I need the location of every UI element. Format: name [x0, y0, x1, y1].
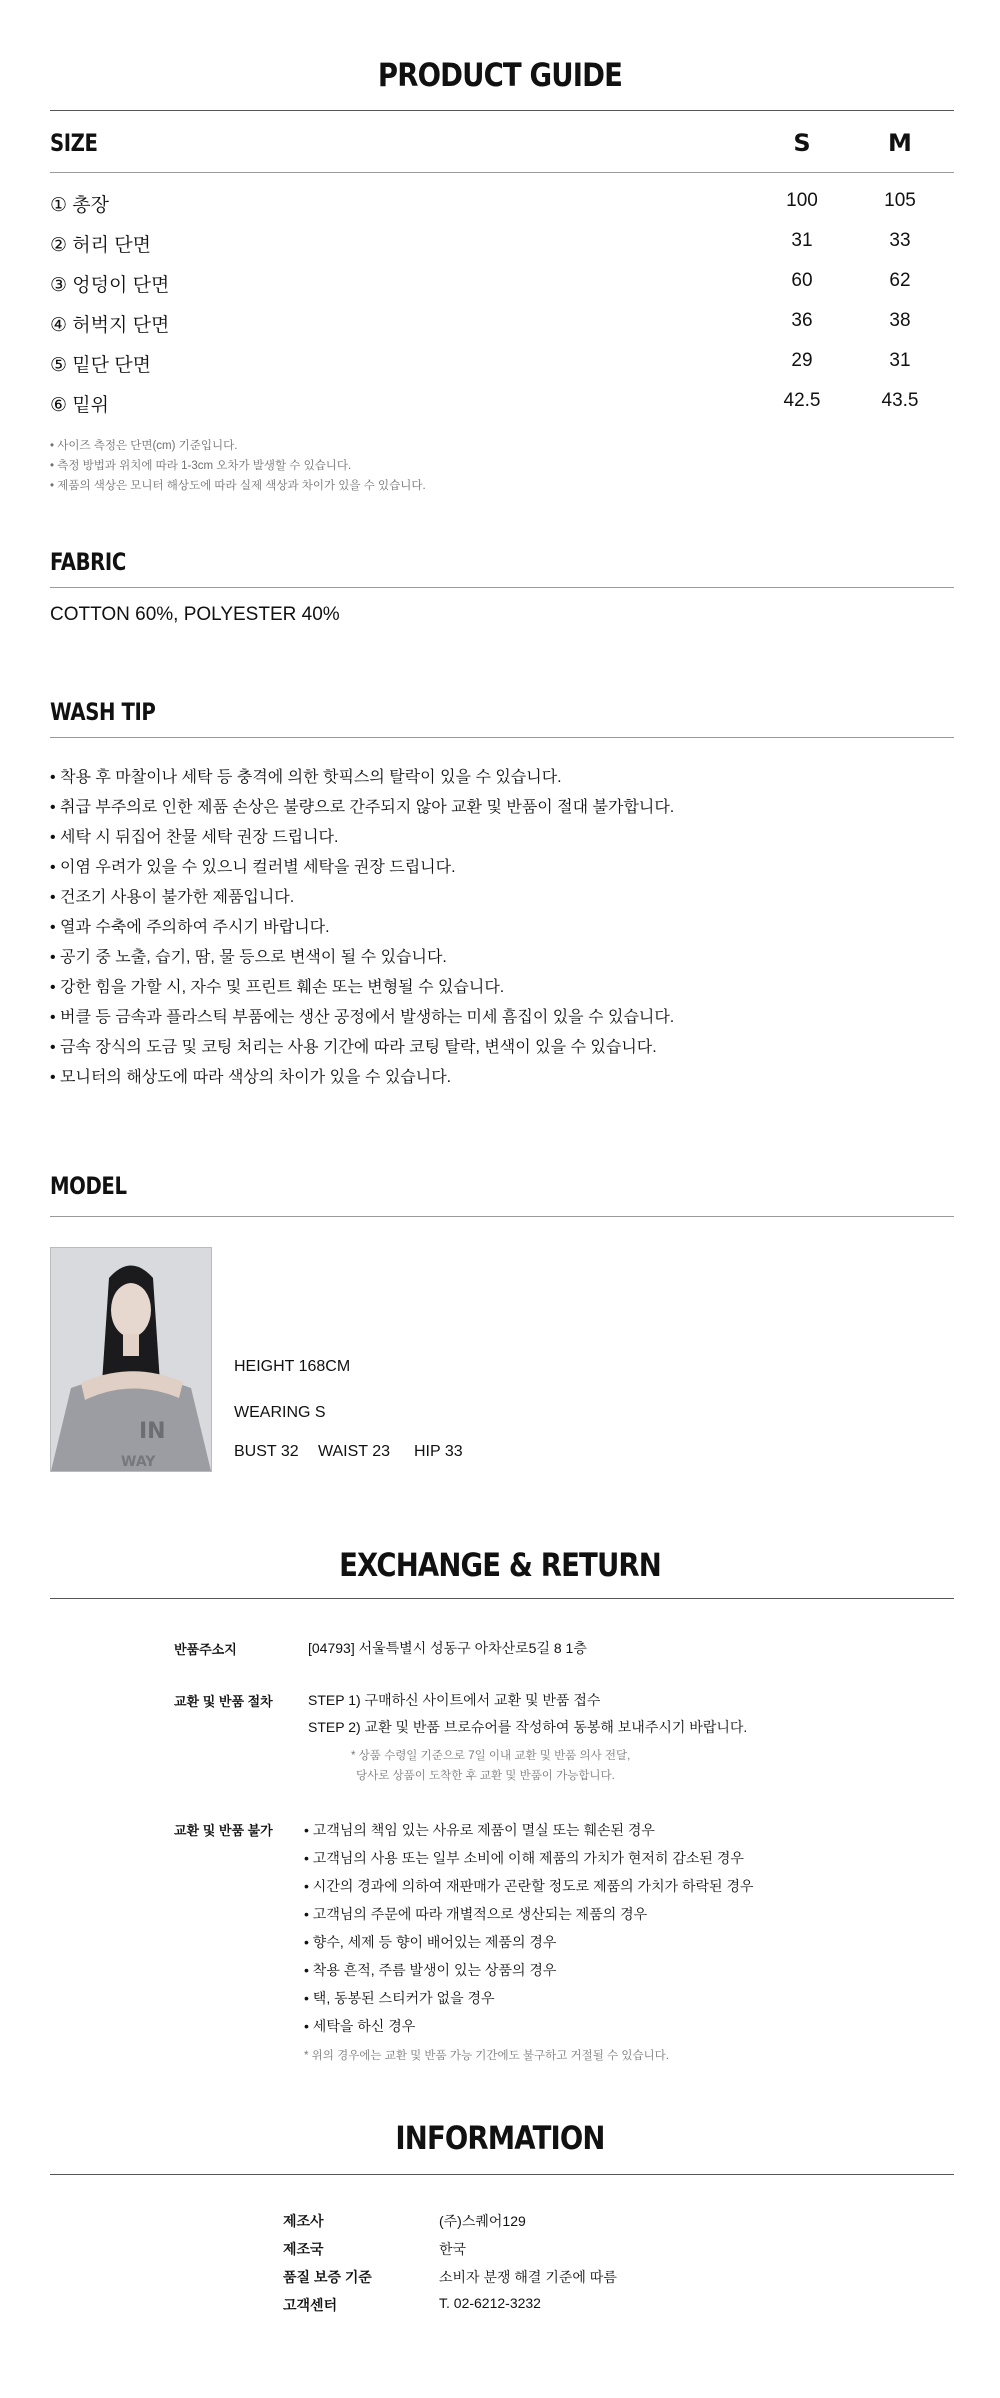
model-hip: HIP 33: [414, 1443, 463, 1460]
model-photo: [50, 1247, 212, 1472]
exchange-unable-item: • 세탁을 하신 경우: [304, 2018, 416, 2034]
wash-tip-item: • 금속 장식의 도금 및 코팅 처리는 사용 기간에 따라 코팅 탈락, 변색이 있을 수 있습니다.: [50, 1039, 657, 1056]
size-value-m: 31: [889, 350, 911, 371]
divider: [50, 587, 954, 588]
info-label-warranty: 품질 보증 기준: [283, 2269, 372, 2285]
divider: [50, 1598, 954, 1599]
column-m-header: M: [888, 129, 912, 157]
exchange-unable-label: 교환 및 반품 불가: [174, 1823, 273, 1838]
size-row-label: ⑤ 밑단 단면: [50, 355, 152, 376]
size-row-label: ② 허리 단면: [50, 235, 152, 256]
wash-tip-title: WASH TIP: [50, 698, 156, 726]
fabric-title: FABRIC: [50, 548, 126, 576]
fabric-composition: COTTON 60%, POLYESTER 40%: [50, 604, 340, 625]
size-row-label: ④ 허벅지 단면: [50, 315, 170, 336]
size-row-label: ③ 엉덩이 단면: [50, 275, 170, 296]
size-note: • 측정 방법과 위치에 따라 1-3cm 오차가 발생할 수 있습니다.: [50, 460, 352, 472]
wash-tip-item: • 열과 수축에 주의하여 주시기 바랍니다.: [50, 919, 330, 936]
size-value-m: 43.5: [881, 390, 919, 411]
size-note: • 제품의 색상은 모니터 해상도에 따라 실제 색상과 차이가 있을 수 있습니다.: [50, 480, 426, 492]
information-title: INFORMATION: [395, 2119, 605, 2157]
size-header: SIZE: [50, 129, 98, 157]
wash-tip-item: • 취급 부주의로 인한 제품 손상은 불량으로 간주되지 않아 교환 및 반품이 절대 불가합니다.: [50, 799, 675, 816]
return-address: [04793] 서울특별시 성동구 아차산로5길 8 1층: [308, 1640, 587, 1656]
divider: [50, 2174, 954, 2175]
wash-tip-item: • 착용 후 마찰이나 세탁 등 충격에 의한 핫픽스의 탈락이 있을 수 있습니다.: [50, 769, 562, 786]
info-label-customer-center: 고객센터: [283, 2297, 338, 2313]
svg-text:WAY: WAY: [121, 1454, 156, 1470]
info-label-country: 제조국: [283, 2241, 324, 2257]
model-height: HEIGHT 168CM: [234, 1358, 351, 1375]
exchange-return-title: EXCHANGE & RETURN: [339, 1546, 661, 1584]
exchange-step-note: 당사로 상품이 도착한 후 교환 및 반품이 가능합니다.: [356, 1770, 615, 1782]
exchange-unable-item: • 착용 흔적, 주름 발생이 있는 상품의 경우: [304, 1962, 557, 1978]
model-bust: BUST 32: [234, 1443, 299, 1460]
model-title: MODEL: [50, 1172, 127, 1200]
wash-tip-item: • 이염 우려가 있을 수 있으니 컬러별 세탁을 권장 드립니다.: [50, 859, 456, 876]
model-photo-illustration: [51, 1248, 211, 1471]
info-value-country: 한국: [439, 2241, 467, 2257]
size-note: • 사이즈 측정은 단면(cm) 기준입니다.: [50, 440, 238, 452]
exchange-unable-item: • 시간의 경과에 의하여 재판매가 곤란할 정도로 제품의 가치가 하락된 경우: [304, 1878, 754, 1894]
size-value-s: 60: [791, 270, 813, 291]
exchange-step-1: STEP 1) 구매하신 사이트에서 교환 및 반품 접수: [308, 1692, 601, 1708]
wash-tip-item: • 모니터의 해상도에 따라 색상의 차이가 있을 수 있습니다.: [50, 1069, 452, 1086]
divider: [50, 1216, 954, 1217]
size-value-s: 31: [791, 230, 813, 251]
size-value-m: 105: [884, 190, 916, 211]
column-s-header: S: [793, 129, 811, 157]
info-label-manufacturer: 제조사: [283, 2213, 324, 2229]
divider: [50, 172, 954, 173]
info-value-customer-center: T. 02-6212-3232: [439, 2295, 541, 2311]
size-value-s: 42.5: [783, 390, 821, 411]
wash-tip-item: • 버클 등 금속과 플라스틱 부품에는 생산 공정에서 발생하는 미세 흠집이 있을 수 있습니다.: [50, 1009, 675, 1026]
exchange-unable-item: • 고객님의 사용 또는 일부 소비에 이해 제품의 가치가 현저히 감소된 경우: [304, 1850, 744, 1866]
info-value-manufacturer: (주)스퀘어129: [439, 2213, 526, 2229]
size-value-m: 62: [889, 270, 911, 291]
exchange-unable-note: * 위의 경우에는 교환 및 반품 가능 기간에도 불구하고 거절될 수 있습니다.: [304, 2050, 669, 2062]
wash-tip-item: • 건조기 사용이 불가한 제품입니다.: [50, 889, 295, 906]
model-wearing: WEARING S: [234, 1404, 326, 1421]
exchange-process-label: 교환 및 반품 절차: [174, 1694, 273, 1709]
wash-tip-item: • 강한 힘을 가할 시, 자수 및 프린트 훼손 또는 변형될 수 있습니다.: [50, 979, 505, 996]
divider: [50, 737, 954, 738]
size-row-label: ① 총장: [50, 195, 110, 216]
exchange-step-2: STEP 2) 교환 및 반품 브로슈어를 작성하여 동봉해 보내주시기 바랍니다.: [308, 1719, 748, 1735]
size-row-label: ⑥ 밑위: [50, 395, 110, 416]
svg-text:IN: IN: [139, 1419, 166, 1444]
product-guide-title: PRODUCT GUIDE: [377, 56, 623, 94]
wash-tip-item: • 공기 중 노출, 습기, 땀, 물 등으로 변색이 될 수 있습니다.: [50, 949, 447, 966]
info-value-warranty: 소비자 분쟁 해결 기준에 따름: [439, 2269, 617, 2285]
size-value-s: 29: [791, 350, 813, 371]
size-value-m: 38: [889, 310, 911, 331]
exchange-step-note: * 상품 수령일 기준으로 7일 이내 교환 및 반품 의사 전달,: [351, 1750, 631, 1762]
exchange-unable-item: • 향수, 세제 등 향이 배어있는 제품의 경우: [304, 1934, 557, 1950]
exchange-unable-item: • 고객님의 주문에 따라 개별적으로 생산되는 제품의 경우: [304, 1906, 648, 1922]
exchange-unable-item: • 택, 동봉된 스티커가 없을 경우: [304, 1990, 495, 2006]
wash-tip-item: • 세탁 시 뒤집어 찬물 세탁 권장 드립니다.: [50, 829, 339, 846]
size-value-m: 33: [889, 230, 911, 251]
return-address-label: 반품주소지: [174, 1642, 237, 1657]
exchange-unable-item: • 고객님의 책임 있는 사유로 제품이 멸실 또는 훼손된 경우: [304, 1822, 655, 1838]
size-value-s: 36: [791, 310, 813, 331]
size-value-s: 100: [786, 190, 818, 211]
model-waist: WAIST 23: [318, 1443, 391, 1460]
divider: [50, 110, 954, 111]
